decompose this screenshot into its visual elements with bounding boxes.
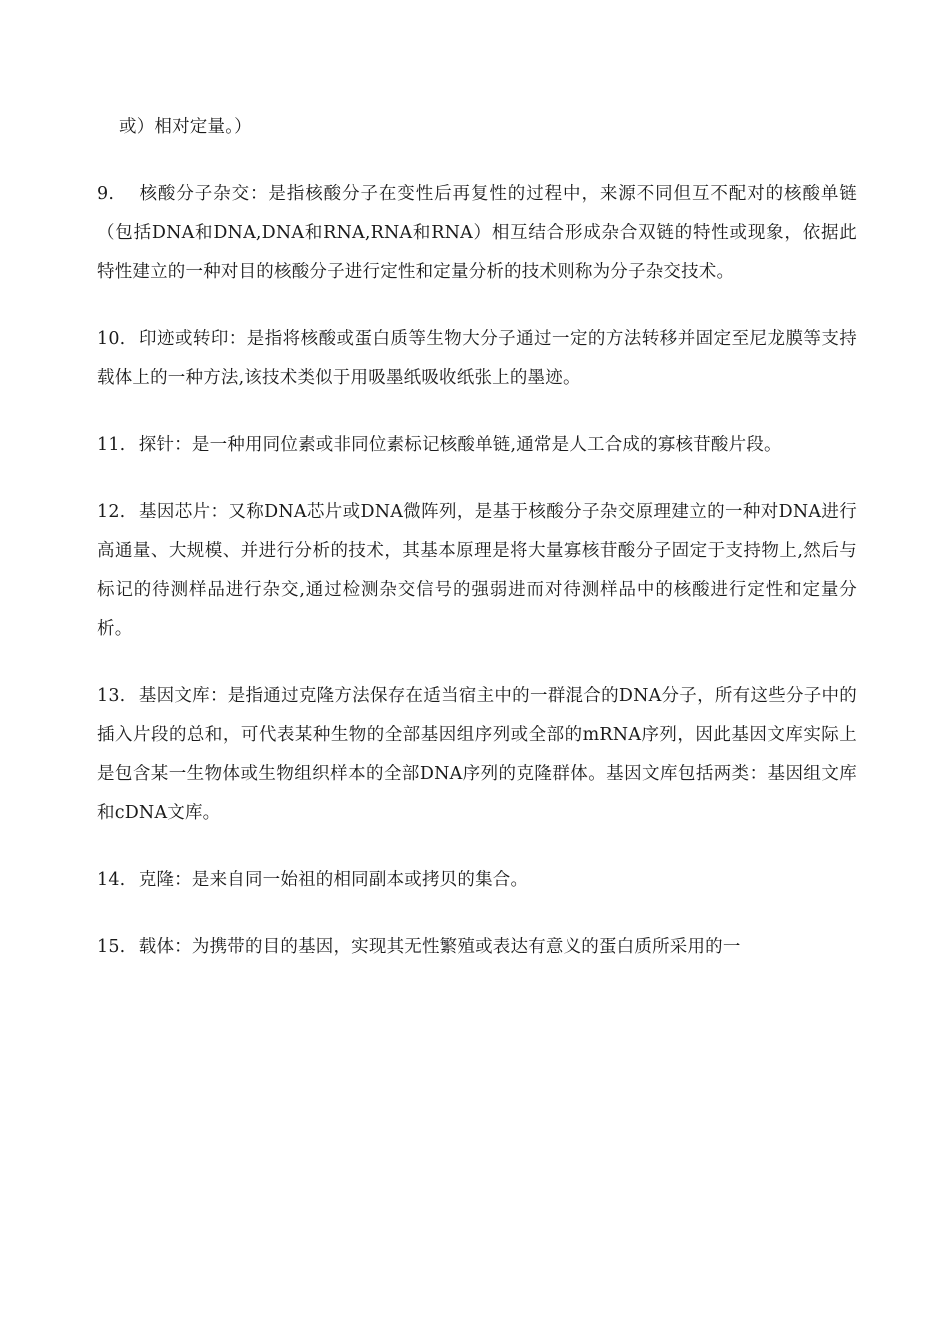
paragraph-number: 10. xyxy=(97,329,126,349)
paragraph-10 xyxy=(97,320,857,398)
paragraph-text: 基因芯片：又称DNA芯片或DNA微阵列，是基于核酸分子杂交原理建立的一种对DNA进行高通量、大规模、并进行分析的技术，其基本原理是将大量寡核苷酸分子固定于支持物上,然后与标记的待测样品进行杂交,通过检测杂交信号的强弱进而对待测样品中的核酸进行定性和定量分析。 xyxy=(97,502,858,639)
paragraph-12 xyxy=(97,493,857,649)
paragraph-number: 12. xyxy=(97,502,126,522)
paragraph-continuation xyxy=(97,108,857,147)
paragraph-13 xyxy=(97,677,857,833)
paragraph-text: 载体：为携带的目的基因，实现其无性繁殖或表达有意义的蛋白质所采用的一 xyxy=(138,937,741,957)
paragraph-number: 11. xyxy=(97,435,126,455)
paragraph-14 xyxy=(97,861,857,900)
paragraph-text: 印迹或转印：是指将核酸或蛋白质等生物大分子通过一定的方法转移并固定至尼龙膜等支持载体上的一种方法,该技术类似于用吸墨纸吸收纸张上的墨迹。 xyxy=(97,329,858,388)
document-page xyxy=(97,108,857,995)
paragraph-text: 基因文库：是指通过克隆方法保存在适当宿主中的一群混合的DNA分子，所有这些分子中的插入片段的总和，可代表某种生物的全部基因组序列或全部的mRNA序列，因此基因文库实际上是包含某一生物体或生物组织样本的全部DNA序列的克隆群体。基因文库包括两类：基因组文库和cDNA文库。 xyxy=(97,686,857,823)
paragraph-number: 9. xyxy=(97,184,115,204)
paragraph-11 xyxy=(97,426,857,465)
paragraph-text: 探针：是一种用同位素或非同位素标记核酸单链,通常是人工合成的寡核苷酸片段。 xyxy=(138,435,782,455)
paragraph-number: 15. xyxy=(97,937,126,957)
paragraph-15 xyxy=(97,928,857,967)
paragraph-text: 或）相对定量。） xyxy=(119,117,252,137)
paragraph-number: 13. xyxy=(97,686,126,706)
paragraph-number: 14. xyxy=(97,870,126,890)
paragraph-text: 克隆：是来自同一始祖的相同副本或拷贝的集合。 xyxy=(138,870,529,890)
paragraph-9 xyxy=(97,175,857,292)
paragraph-text: 核酸分子杂交：是指核酸分子在变性后再复性的过程中，来源不同但互不配对的核酸单链（包括DNA和DNA,DNA和RNA,RNA和RNA）相互结合形成杂合双链的特性或现象，依据此特性建立的一种对目的核酸分子进行定性和定量分析的技术则称为分子杂交技术。 xyxy=(97,184,858,282)
